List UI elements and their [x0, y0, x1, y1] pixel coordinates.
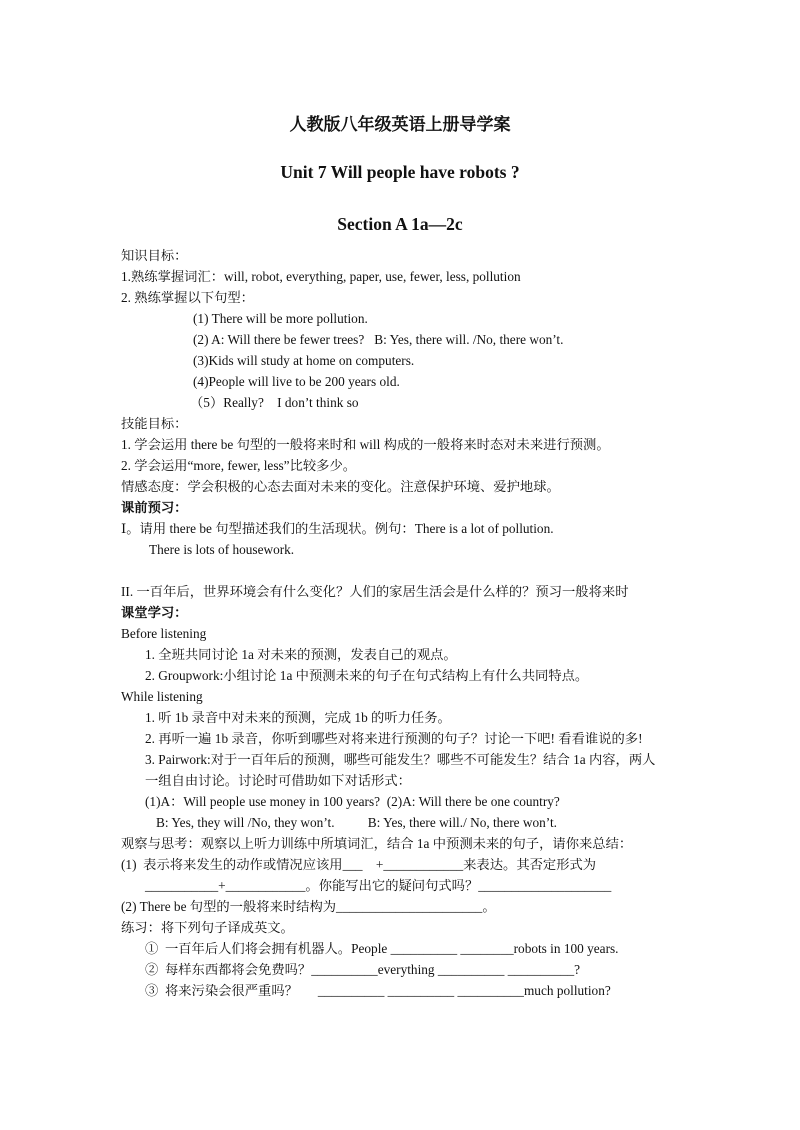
skill-goals-label: 技能目标：	[121, 416, 188, 431]
classroom-label: 课堂学习：	[121, 605, 188, 620]
before-listening-label: Before listening	[121, 626, 207, 641]
before-task-1: 1. 全班共同讨论 1a 对未来的预测，发表自己的观点。	[145, 647, 457, 662]
skill-goal-2: 2. 学会运用“more, fewer, less”比较多少。	[121, 458, 357, 473]
summary-2: (2) There be 句型的一般将来时结构为______________________。	[121, 899, 496, 914]
while-task-2: 2. 再听一遍 1b 录音，你听到哪些对将来进行预测的句子？讨论一下吧! 看看谁说的多!	[145, 731, 643, 746]
attitude-goal: 情感态度：学会积极的心态去面对未来的变化。注意保护环境、爱护地球。	[121, 479, 560, 494]
vocab-line: 1.熟练掌握词汇：will, robot, everything, paper, use, fewer, less, pollution	[121, 269, 521, 284]
while-task-3-cont: 一组自由讨论。讨论时可借助如下对话形式：	[145, 773, 411, 788]
exercise-1: ① 一百年后人们将会拥有机器人。People __________ ________robots in 100 years.	[145, 941, 619, 956]
exercise-3: ③ 将来污染会很严重吗？ __________ __________ __________much pollution?	[145, 983, 611, 998]
skill-goal-1: 1. 学会运用 there be 句型的一般将来时和 will 构成的一般将来时态对未来进行预测。	[121, 437, 610, 452]
section-heading: Section A 1a—2c	[337, 214, 463, 234]
while-task-3: 3. Pairwork:对于一百年后的预测，哪些可能发生？哪些不可能发生？结合 1a 内容，两人	[145, 752, 656, 767]
before-task-2: 2. Groupwork:小组讨论 1a 中预测未来的句子在句式结构上有什么共同特点。	[145, 668, 589, 683]
pattern-1: (1) There will be more pollution.	[193, 311, 368, 326]
while-listening-label: While listening	[121, 689, 203, 704]
summary-1: (1) 表示将来发生的动作或情况应该用___ +____________来表达。其否定形式为	[121, 857, 597, 872]
sentence-patterns-label: 2. 熟练掌握以下句型：	[121, 290, 254, 305]
dialogue-questions: (1)A：Will people use money in 100 years? (2)A: Will there be one country?	[145, 794, 560, 809]
exercise-label: 练习：将下列句子译成英文。	[121, 920, 294, 935]
observe-think: 观察与思考：观察以上听力训练中所填词汇，结合 1a 中预测未来的句子，请你来总结：	[121, 836, 633, 851]
pattern-4: (4)People will live to be 200 years old.	[193, 374, 400, 389]
pattern-3: (3)Kids will study at home on computers.	[193, 353, 415, 368]
preview-example-2: There is lots of housework.	[149, 542, 295, 557]
unit-heading: Unit 7 Will people have robots ?	[280, 162, 520, 182]
preview-item-1: Ⅰ。请用 there be 句型描述我们的生活现状。例句：There is a lot of pollution.	[121, 521, 554, 536]
pattern-5: （5）Really? I don’t think so	[190, 395, 359, 410]
preview-item-2: II. 一百年后，世界环境会有什么变化？人们的家居生活会是什么样的？预习一般将来时	[121, 584, 629, 599]
dialogue-answers: B: Yes, they will /No, they won’t. B: Yes, there will./ No, there won’t.	[156, 815, 557, 830]
pattern-2: (2) A: Will there be fewer trees? B: Yes, there will. /No, there won’t.	[193, 332, 564, 347]
summary-1-cont: ___________+____________。你能写出它的疑问句式吗？____________________	[145, 878, 612, 893]
document-title: 人教版八年级英语上册导学案	[289, 115, 511, 135]
while-task-1: 1. 听 1b 录音中对未来的预测，完成 1b 的听力任务。	[145, 710, 451, 725]
preview-label: 课前预习：	[121, 500, 188, 515]
exercise-2: ② 每样东西都将会免费吗？__________everything __________ __________?	[145, 962, 581, 977]
knowledge-goals-label: 知识目标：	[121, 248, 188, 263]
